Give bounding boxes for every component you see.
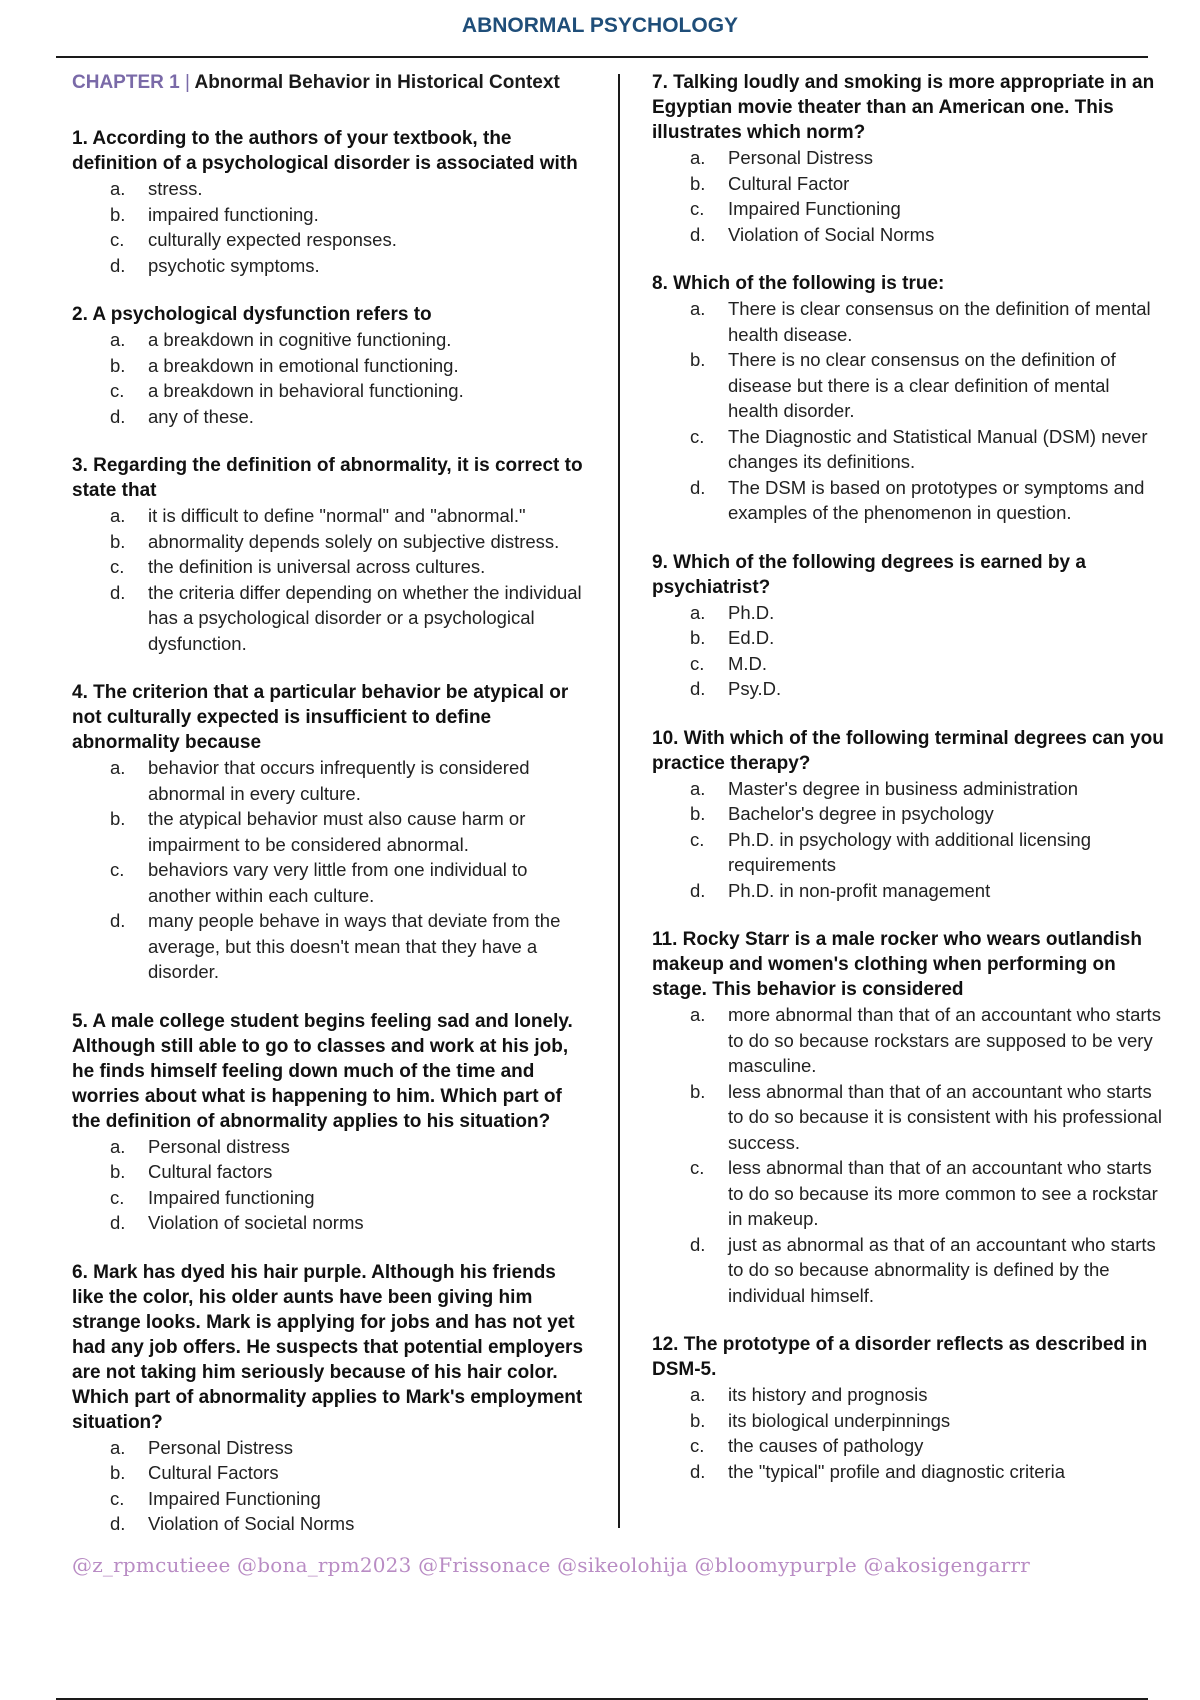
answer-options (110, 1134, 590, 1236)
option-letter: c. (690, 828, 705, 850)
answer-option (690, 1408, 1164, 1434)
option-text: Ph.D. in psychology with additional licensing requirements (728, 828, 1092, 875)
option-text: the "typical" profile and diagnostic criteria (728, 1460, 1066, 1482)
option-letter: a. (110, 329, 126, 350)
answer-options (690, 1382, 1164, 1484)
option-letter: a. (110, 505, 126, 526)
option-letter: d. (110, 1212, 126, 1233)
option-text: it is difficult to define "normal" and "abnormal." (148, 505, 526, 526)
option-text: less abnormal than that of an accountant who starts to do so because it is consistent with his professional success. (728, 1080, 1162, 1153)
answer-option (690, 222, 1164, 248)
option-text: stress. (148, 178, 203, 199)
answer-option (690, 1382, 1164, 1408)
option-letter: b. (110, 203, 126, 225)
answer-options (110, 327, 590, 429)
answer-option (110, 908, 590, 985)
option-text: The DSM is based on prototypes or symptoms and examples of the phenomenon in question. (728, 476, 1145, 523)
option-text: less abnormal than that of an accountant who starts to do so because its more common to see a rockstar in makeup. (728, 1157, 1158, 1229)
answer-option (110, 554, 590, 580)
option-letter: c. (110, 1186, 125, 1208)
answer-option (690, 1079, 1164, 1156)
left-column (72, 70, 590, 1561)
option-letter: b. (110, 1462, 126, 1483)
option-text: Psy.D. (728, 678, 782, 699)
option-text: Personal distress (148, 1135, 290, 1157)
answer-options (110, 176, 590, 278)
question (652, 550, 1164, 702)
question (72, 680, 590, 985)
option-letter: c. (690, 425, 705, 447)
option-text: a breakdown in emotional functioning. (148, 354, 459, 376)
option-text: Personal Distress (148, 1436, 293, 1458)
option-text: Ph.D. (728, 601, 775, 623)
question-text: 6. Mark has dyed his hair purple. Although his friends like the color, his older aunts have been giving him strange looks. Mark is applying for jobs and has not yet had any job offers. He suspects that potential employers are not taking him seriously because of his hair color. Which part of abnormality applies to Mark's employment situation? (72, 1261, 584, 1433)
question-text: 1. According to the authors of your textbook, the definition of a psychological disorder is associated with (72, 128, 578, 174)
answer-options (110, 1435, 590, 1537)
option-text: Personal Distress (728, 147, 873, 168)
option-text: behavior that occurs infrequently is considered abnormal in every culture. (148, 757, 530, 804)
option-letter: b. (690, 803, 706, 824)
answer-options (690, 145, 1164, 247)
answer-options (690, 296, 1164, 526)
option-text: the atypical behavior must also cause harm or impairment to be considered abnormal. (148, 808, 526, 855)
answer-option (690, 296, 1164, 347)
option-letter: d. (690, 678, 706, 699)
answer-option (690, 475, 1164, 526)
option-letter: c. (110, 1487, 125, 1509)
option-letter: c. (690, 1157, 705, 1178)
answer-option (110, 404, 590, 430)
option-text: a breakdown in behavioral functioning. (148, 380, 464, 401)
option-text: its biological underpinnings (728, 1409, 951, 1431)
option-text: There is no clear consensus on the definition of disease but there is a clear definition of mental health disorder. (728, 349, 1116, 421)
option-letter: d. (690, 1233, 706, 1255)
answer-option (110, 176, 590, 202)
question (72, 126, 590, 278)
answer-option (110, 580, 590, 657)
answer-options (690, 1002, 1164, 1308)
option-text: the definition is universal across cultures. (148, 556, 486, 577)
option-text: Bachelor's degree in psychology (728, 803, 994, 824)
answer-option (110, 755, 590, 806)
option-text: M.D. (728, 652, 768, 674)
answer-option (690, 1002, 1164, 1079)
answer-option (690, 1433, 1164, 1459)
question (72, 302, 590, 429)
option-text: more abnormal than that of an accountant who starts to do so because rockstars are supposed to be very masculine. (728, 1004, 1161, 1076)
answer-option (690, 878, 1164, 904)
option-letter: c. (690, 198, 705, 219)
option-letter: a. (690, 777, 706, 799)
option-text: Impaired Functioning (728, 198, 901, 219)
answer-option (690, 347, 1164, 424)
option-letter: c. (110, 859, 125, 880)
option-text: The Diagnostic and Statistical Manual (DSM) never changes its definitions. (728, 425, 1148, 472)
answer-option (110, 806, 590, 857)
answer-option (110, 1435, 590, 1461)
option-letter: d. (110, 581, 126, 603)
question-text: 2. A psychological dysfunction refers to (72, 304, 432, 325)
answer-option (690, 625, 1164, 651)
option-text: behaviors vary very little from one individual to another within each culture. (148, 859, 528, 906)
question-text: 11. Rocky Starr is a male rocker who wears outlandish makeup and women's clothing when performing on stage. This behavior is considered (652, 929, 1142, 1000)
option-letter: b. (690, 627, 706, 648)
contributors-watermark: @z_rpmcutieee @bona_rpm2023 @Frissonace @sikeolohija @bloomypurple @akosigengarrr (72, 1553, 1030, 1577)
answer-option (690, 651, 1164, 677)
option-letter: d. (690, 476, 706, 498)
answer-option (110, 857, 590, 908)
question-text: 3. Regarding the definition of abnormality, it is correct to state that (72, 455, 583, 501)
option-letter: d. (690, 879, 706, 901)
answer-option (690, 827, 1164, 878)
option-letter: a. (110, 1436, 126, 1458)
option-letter: b. (690, 1080, 706, 1102)
question (652, 271, 1164, 526)
option-text: the criteria differ depending on whether the individual has a psychological disorder or a psychological dysfunction. (148, 581, 582, 654)
chapter-heading (72, 70, 590, 96)
option-letter: b. (110, 1161, 126, 1182)
option-letter: c. (690, 1435, 705, 1456)
option-text: impaired functioning. (148, 203, 319, 225)
option-text: many people behave in ways that deviate from the average, but this doesn't mean that they have a disorder. (148, 910, 561, 982)
question (652, 726, 1164, 904)
answer-option (110, 1134, 590, 1160)
answer-option (690, 1232, 1164, 1309)
option-letter: a. (110, 1135, 126, 1157)
option-letter: d. (110, 910, 126, 931)
option-text: Violation of societal norms (148, 1212, 364, 1233)
answer-option (110, 1511, 590, 1537)
option-text: Violation of Social Norms (728, 223, 935, 245)
option-letter: d. (110, 1513, 126, 1534)
answer-option (690, 424, 1164, 475)
option-text: Ed.D. (728, 627, 775, 648)
header-divider (56, 56, 1148, 58)
option-text: psychotic symptoms. (148, 254, 320, 276)
answer-option (110, 503, 590, 529)
question (72, 1260, 590, 1537)
answer-option (110, 202, 590, 228)
answer-options (110, 755, 590, 985)
right-question-list (652, 70, 1164, 1484)
question-text: 5. A male college student begins feeling sad and lonely. Although still able to go to classes and work at his job, he finds himself feeling down much of the time and worries about what is happening to him. Which part of the definition of abnormality applies to his situation? (72, 1010, 573, 1132)
answer-option (110, 1159, 590, 1185)
option-letter: a. (690, 1004, 706, 1025)
answer-option (110, 1486, 590, 1512)
answer-option (110, 1460, 590, 1486)
option-letter: c. (690, 652, 705, 674)
question (652, 927, 1164, 1308)
answer-options (690, 600, 1164, 702)
question (652, 1332, 1164, 1484)
option-text: Cultural Factor (728, 172, 850, 194)
question (72, 453, 590, 656)
option-letter: d. (690, 223, 706, 245)
chapter-title: Abnormal Behavior in Historical Context (194, 72, 560, 93)
answer-option (690, 1459, 1164, 1485)
answer-option (690, 1155, 1164, 1232)
option-letter: d. (110, 254, 126, 276)
option-letter: a. (110, 757, 126, 778)
option-text: Violation of Social Norms (148, 1513, 355, 1534)
chapter-separator: | (184, 72, 190, 93)
page-title: ABNORMAL PSYCHOLOGY (461, 14, 739, 37)
option-letter: b. (110, 530, 126, 552)
answer-option (110, 253, 590, 279)
option-text: Cultural Factors (148, 1462, 279, 1483)
option-text: Ph.D. in non-profit management (728, 879, 991, 901)
option-letter: b. (690, 1409, 706, 1431)
option-text: There is clear consensus on the definition of mental health disease. (728, 298, 1151, 345)
option-text: Cultural factors (148, 1161, 273, 1182)
option-text: Impaired functioning (148, 1186, 315, 1208)
option-text: just as abnormal as that of an accountant who starts to do so because abnormality is defined by the individual himself. (728, 1233, 1156, 1306)
option-text: Master's degree in business administration (728, 777, 1079, 799)
question-text: 8. Which of the following is true: (652, 273, 945, 294)
answer-options (110, 503, 590, 656)
option-text: Impaired Functioning (148, 1487, 321, 1509)
question-text: 7. Talking loudly and smoking is more appropriate in an Egyptian movie theater than an American one. This illustrates which norm? (652, 72, 1155, 143)
column-divider (618, 74, 620, 1528)
option-text: abnormality depends solely on subjective distress. (148, 530, 560, 552)
answer-option (110, 529, 590, 555)
option-text: its history and prognosis (728, 1384, 928, 1405)
answer-option (690, 801, 1164, 827)
option-letter: a. (690, 147, 706, 168)
question (72, 1009, 590, 1236)
option-letter: c. (110, 380, 125, 401)
answer-options (690, 776, 1164, 904)
answer-option (690, 145, 1164, 171)
option-letter: a. (110, 178, 126, 199)
option-letter: d. (110, 405, 126, 427)
answer-option (110, 227, 590, 253)
answer-option (110, 353, 590, 379)
question-text: 4. The criterion that a particular behavior be atypical or not culturally expected is insufficient to define abnormality because (72, 682, 569, 753)
answer-option (110, 1210, 590, 1236)
option-letter: a. (690, 298, 706, 319)
option-letter: c. (110, 556, 125, 577)
answer-option (110, 378, 590, 404)
answer-option (110, 327, 590, 353)
option-letter: b. (690, 172, 706, 194)
chapter-label: CHAPTER 1 (72, 72, 180, 93)
option-letter: b. (110, 354, 126, 376)
option-letter: a. (690, 601, 706, 623)
option-letter: d. (690, 1460, 706, 1482)
answer-option (110, 1185, 590, 1211)
answer-option (690, 776, 1164, 802)
question-text: 9. Which of the following degrees is earned by a psychiatrist? (652, 551, 1086, 598)
answer-option (690, 600, 1164, 626)
option-text: any of these. (148, 405, 254, 427)
option-text: the causes of pathology (728, 1435, 924, 1456)
answer-option (690, 196, 1164, 222)
question (652, 70, 1164, 247)
right-column (652, 70, 1164, 1508)
option-text: a breakdown in cognitive functioning. (148, 329, 452, 350)
option-letter: b. (690, 349, 706, 370)
option-letter: b. (110, 808, 126, 829)
question-text: 12. The prototype of a disorder reflects as described in DSM-5. (652, 1334, 1148, 1380)
option-letter: c. (110, 229, 125, 250)
answer-option (690, 171, 1164, 197)
option-letter: a. (690, 1384, 706, 1405)
question-text: 10. With which of the following terminal degrees can you practice therapy? (652, 727, 1164, 774)
answer-option (690, 676, 1164, 702)
left-question-list (72, 126, 590, 1537)
option-text: culturally expected responses. (148, 229, 397, 250)
